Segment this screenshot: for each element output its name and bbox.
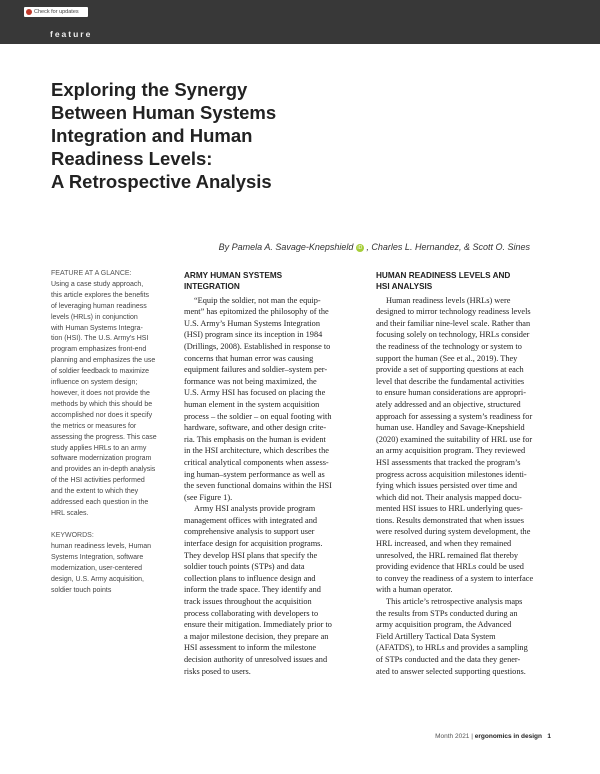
glance-line: program emphasizes front-end <box>51 346 147 354</box>
glance-line: the metrics or measures for <box>51 422 137 430</box>
paragraph <box>184 295 359 504</box>
text-line: U.S. Army’s Human Systems Integration <box>184 318 320 328</box>
text-line: This article’s retrospective analysis maps <box>386 597 523 607</box>
title-line: Integration and Human <box>51 125 253 146</box>
text-line: “Equip the soldier, not man the equip- <box>194 295 321 305</box>
title-line: Between Human Systems <box>51 102 277 123</box>
glance-line: addressed each question in the <box>51 499 149 507</box>
text-line: to ensure human considerations are appropri- <box>376 388 526 398</box>
glance-line: influence on system design; <box>51 379 138 387</box>
glance-line: planning and emphasizes the use <box>51 357 156 365</box>
text-line: HRL increased, and when they remained <box>376 539 512 549</box>
keywords-heading: KEYWORDS: <box>51 532 94 539</box>
text-line: focusing solely on technology, HRLs consider <box>376 330 530 340</box>
glance-line: of leveraging human readiness <box>51 302 147 310</box>
journal-name: ergonomics in design <box>474 733 542 740</box>
text-line: progress across acquisition milestones identi- <box>376 469 527 479</box>
keyword-line: modernization, user-centered <box>51 564 143 572</box>
text-line: HSI assessments that tracked the program’s <box>376 457 521 467</box>
text-line: concerns that human error was causing <box>184 353 314 363</box>
glance-line: of soldier feedback to maximize <box>51 368 150 376</box>
text-line: designed to mirror technology readiness levels <box>376 307 531 317</box>
text-line: ately addressed and an objective, structured <box>376 399 521 409</box>
paragraph <box>184 503 359 677</box>
text-line: interface design for acquisition programs. <box>184 539 323 549</box>
section-body <box>376 295 551 678</box>
text-line: They develop HSI plans that specify the <box>184 550 318 560</box>
keyword-line: soldier touch points <box>51 586 112 594</box>
text-line: process – the soldier – on equal footing with <box>184 411 332 421</box>
footer-separator: | <box>471 733 473 740</box>
badge-label: Check for updates <box>34 9 79 15</box>
text-line: risks posed to users. <box>184 666 251 676</box>
glance-line: software modernization program <box>51 455 152 463</box>
text-line: ensure their mitigation. Immediately prior to <box>184 620 332 630</box>
co-authors: , Charles L. Hernandez, & Scott O. Sines <box>366 242 530 252</box>
text-line: tions. Results demonstrated that when issues <box>376 515 524 525</box>
glance-line: however, it does not provide the <box>51 389 150 397</box>
feature-at-a-glance <box>51 269 169 520</box>
glance-line: HRL scales. <box>51 509 89 517</box>
text-line: critical analytical components when assess- <box>184 457 329 467</box>
page-footer <box>0 733 551 740</box>
text-line: support the human (See et al., 2019). They <box>376 353 518 363</box>
glance-line: methods by which this should be <box>51 400 153 408</box>
text-line: Army HSI analysts provide program <box>194 504 316 514</box>
text-line: management offices with integrated and <box>184 515 318 525</box>
text-line: U.S. Army HSI has focused on placing the <box>184 388 326 398</box>
text-line: provide a set of supporting questions at each <box>376 365 524 375</box>
text-line: and their familiar nine-level scale. Rather than <box>376 318 531 328</box>
text-line: collection plans to influence design and <box>184 573 316 583</box>
title-line: Readiness Levels: <box>51 148 213 169</box>
column-hrl-analysis <box>376 270 551 677</box>
glance-line: study applies HRLs to an army <box>51 444 147 452</box>
text-line: (2020) examined the suitability of HRL use for <box>376 434 533 444</box>
heading-line: HSI ANALYSIS <box>376 282 433 292</box>
column-army-hsi <box>184 270 359 677</box>
text-line: the seven functional domains within the HSI <box>184 481 332 491</box>
glance-line: of the HSI activities performed <box>51 477 145 485</box>
glance-line: Using a case study approach, <box>51 280 144 288</box>
text-line: which did not. Their analysis mapped docu- <box>376 492 522 502</box>
text-line: (Drillings, 2008). Established in response to <box>184 341 331 351</box>
text-line: hardware, software, and other design crite- <box>184 423 327 433</box>
text-line: Human readiness levels (HRLs) were <box>386 295 511 305</box>
header-bar <box>0 0 600 44</box>
text-line: ing human–system performance as well as <box>184 469 325 479</box>
paragraph <box>376 295 551 596</box>
orcid-icon[interactable]: iD <box>357 245 363 251</box>
glance-line: and provides an in-depth analysis <box>51 466 156 474</box>
text-line: soldier touch points (STPs) and data <box>184 562 305 572</box>
section-heading <box>184 270 359 293</box>
check-for-updates-badge[interactable] <box>24 7 88 17</box>
glance-line: assessing the progress. This case <box>51 433 157 441</box>
text-line: were resolved during system development, the <box>376 527 531 537</box>
glance-line: accomplished nor does it specify <box>51 411 153 419</box>
text-line: process collaborating with developers to <box>184 608 319 618</box>
text-line: to convey the readiness of a system to interface <box>376 573 534 583</box>
footer-date: Month 2021 <box>435 733 470 740</box>
keyword-line: human readiness levels, Human <box>51 542 151 550</box>
text-line: fying which issues persisted over time and <box>376 481 518 491</box>
section-heading <box>376 270 551 293</box>
text-line: equipment failures and soldier–system per- <box>184 365 328 375</box>
text-line: army acquisition program, the Advanced <box>376 620 512 630</box>
text-line: ment” has epitomized the philosophy of the <box>184 307 329 317</box>
text-line: of STPs conducted and the data they gener- <box>376 655 521 664</box>
text-line: (AFATDS), to HRLs and provides a sampling <box>376 643 528 653</box>
paragraph <box>376 596 551 677</box>
keyword-line: Systems Integration, software <box>51 553 144 561</box>
text-line: mented HSI issues to HRL underlying ques- <box>376 504 523 514</box>
text-line: approach for assessing a system’s readiness for <box>376 411 533 421</box>
heading-line: ARMY HUMAN SYSTEMS <box>184 271 283 280</box>
text-line: decision authority of unresolved issues and <box>184 655 328 664</box>
text-line: HSI assessment to inform the milestone <box>184 643 317 653</box>
page-number: 1 <box>547 733 551 740</box>
text-line: the results from STPs conducted during an <box>376 608 518 618</box>
heading-line: INTEGRATION <box>184 282 240 292</box>
heading-line: HUMAN READINESS LEVELS AND <box>376 271 511 280</box>
text-line: human element in the system acquisition <box>184 399 320 409</box>
text-line: (HSI) program since its inception in 1984 <box>184 330 323 340</box>
text-line: ria. This emphasis on the human is evident <box>184 434 326 444</box>
text-line: an army acquisition program. They reviewed <box>376 446 526 456</box>
text-line: formance was not being maximized, the <box>184 376 317 386</box>
text-line: inform the trade space. They identify and <box>184 585 321 595</box>
text-line: ated to answer selected supporting questions. <box>376 666 526 676</box>
text-line: level that describe the fundamental activities <box>376 376 525 386</box>
text-line: a major milestone decision, they prepare an <box>184 631 329 641</box>
text-line: human use. Handley and Savage-Knepshield <box>376 423 525 433</box>
text-line: providing evidence that HRLs could be used <box>376 562 524 572</box>
section-label: feature <box>50 29 93 39</box>
title-line: A Retrospective Analysis <box>51 171 272 192</box>
keyword-line: design, U.S. Army acquisition, <box>51 575 144 583</box>
keywords-block <box>51 531 169 596</box>
glance-line: levels (HRLs) in conjunction <box>51 313 138 321</box>
section-body <box>184 295 359 678</box>
glance-heading: FEATURE AT A GLANCE: <box>51 270 132 277</box>
text-line: in the HSI architecture, which describes the <box>184 446 329 456</box>
crossmark-icon <box>26 9 32 15</box>
keywords-text <box>51 542 169 597</box>
first-author: By Pamela A. Savage-Knepshield <box>218 242 354 252</box>
text-line: comprehensive analysis to support user <box>184 527 315 537</box>
text-line: track issues throughout the acquisition <box>184 597 312 607</box>
glance-line: this article explores the benefits <box>51 291 150 299</box>
text-line: with a human operator. <box>376 585 453 595</box>
text-line: the readiness of the technology or system to <box>376 341 522 351</box>
text-line: (see Figure 1). <box>184 492 233 502</box>
title-line: Exploring the Synergy <box>51 79 248 100</box>
glance-text <box>51 280 169 520</box>
text-line: Field Artillery Tactical Data System <box>376 631 496 641</box>
glance-line: and the extent to which they <box>51 488 139 496</box>
glance-line: with Human Systems Integra- <box>51 324 143 332</box>
article-title <box>51 78 381 193</box>
glance-line: tion (HSI). The U.S. Army’s HSI <box>51 335 149 343</box>
author-byline <box>0 242 530 252</box>
text-line: unresolved, the HRL remained flat thereby <box>376 550 519 560</box>
